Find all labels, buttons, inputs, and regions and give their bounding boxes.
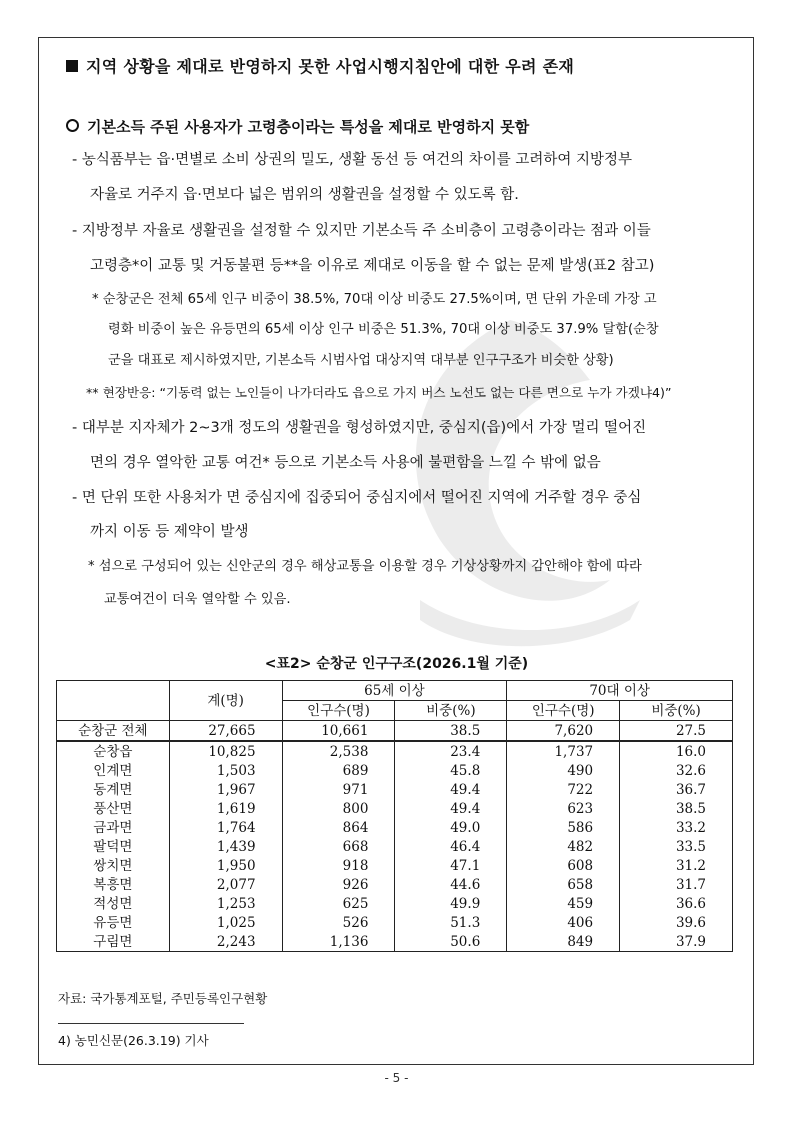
- total-count: 1,967: [169, 780, 282, 799]
- table-row: [57, 875, 733, 894]
- section-heading: 지역 상황을 제대로 반영하지 못한 사업시행지침안에 대한 우려 존재: [66, 54, 574, 77]
- body-line: 자율로 거주지 읍·면보다 넓은 범위의 생활권을 설정할 수 있도록 함.: [90, 187, 519, 203]
- count-65: 526: [282, 913, 395, 932]
- ratio-70: 33.5: [620, 837, 733, 856]
- count-70: 1,737: [507, 741, 620, 761]
- region-name: 복흥면: [57, 875, 170, 894]
- total-count: 27,665: [169, 721, 282, 742]
- table-subheader-ratio: 비중(%): [395, 701, 507, 721]
- ratio-65: 44.6: [395, 875, 507, 894]
- total-count: 2,243: [169, 932, 282, 952]
- table-title: <표2> 순창군 인구구조(2026.1월 기준): [264, 656, 529, 672]
- ratio-70: 39.6: [620, 913, 733, 932]
- count-65: 689: [282, 761, 395, 780]
- ratio-70: 33.2: [620, 818, 733, 837]
- ratio-70: 38.5: [620, 799, 733, 818]
- table-row: [57, 837, 733, 856]
- total-count: 1,619: [169, 799, 282, 818]
- ratio-65: 46.4: [395, 837, 507, 856]
- count-70: 482: [507, 837, 620, 856]
- table-row: [57, 741, 733, 761]
- region-name: 순창읍: [57, 741, 170, 761]
- table-row: [57, 818, 733, 837]
- region-name: 순창군 전체: [57, 721, 170, 742]
- total-count: 2,077: [169, 875, 282, 894]
- ratio-65: 49.4: [395, 780, 507, 799]
- table-row-total: [57, 721, 733, 742]
- body-line: 고령층*이 교통 및 거동불편 등**을 이유로 제대로 이동을 할 수 없는 문제 발생(표2 참고): [90, 258, 655, 274]
- table-header-total: 계(명): [169, 681, 282, 721]
- table-row: [57, 932, 733, 952]
- count-70: 608: [507, 856, 620, 875]
- ratio-65: 51.3: [395, 913, 507, 932]
- count-70: 406: [507, 913, 620, 932]
- count-65: 926: [282, 875, 395, 894]
- count-65: 625: [282, 894, 395, 913]
- ratio-70: 37.9: [620, 932, 733, 952]
- table-header-65: 65세 이상: [282, 681, 507, 701]
- ratio-65: 38.5: [395, 721, 507, 742]
- total-count: 10,825: [169, 741, 282, 761]
- table-subheader-count: 인구수(명): [507, 701, 620, 721]
- population-table: [56, 680, 733, 952]
- ratio-70: 36.7: [620, 780, 733, 799]
- table-row: [57, 761, 733, 780]
- note-line: 교통여건이 더욱 열악할 수 있음.: [104, 592, 291, 607]
- table-row: [57, 913, 733, 932]
- region-name: 쌍치면: [57, 856, 170, 875]
- ratio-65: 23.4: [395, 741, 507, 761]
- ratio-65: 47.1: [395, 856, 507, 875]
- body-line: - 대부분 지자체가 2~3개 정도의 생활권을 형성하였지만, 중심지(읍)에서 가장 멀리 떨어진: [72, 420, 647, 436]
- table-subheader-ratio: 비중(%): [620, 701, 733, 721]
- ratio-65: 45.8: [395, 761, 507, 780]
- note-line: 령화 비중이 높은 유등면의 65세 이상 인구 비중은 51.3%, 70대 이상 비중도 37.9% 달함(순창: [108, 322, 659, 337]
- count-70: 459: [507, 894, 620, 913]
- count-65: 800: [282, 799, 395, 818]
- region-name: 풍산면: [57, 799, 170, 818]
- count-65: 10,661: [282, 721, 395, 742]
- square-bullet-icon: [66, 60, 78, 72]
- table-header-corner: [57, 681, 170, 721]
- body-line: 까지 이동 등 제약이 발생: [90, 524, 249, 540]
- count-70: 7,620: [507, 721, 620, 742]
- total-count: 1,764: [169, 818, 282, 837]
- count-65: 971: [282, 780, 395, 799]
- ratio-70: 27.5: [620, 721, 733, 742]
- total-count: 1,439: [169, 837, 282, 856]
- ratio-70: 36.6: [620, 894, 733, 913]
- footnote-divider: [58, 1023, 244, 1024]
- count-70: 490: [507, 761, 620, 780]
- body-line: 면의 경우 열악한 교통 여건* 등으로 기본소득 사용에 불편함을 느낄 수 밖에 없음: [90, 455, 601, 471]
- note-line: ** 현장반응: “기동력 없는 노인들이 나가더라도 읍으로 가지 버스 노선도 없는 다른 면으로 누가 가겠냐4)”: [86, 385, 672, 400]
- count-65: 864: [282, 818, 395, 837]
- count-65: 1,136: [282, 932, 395, 952]
- region-name: 인계면: [57, 761, 170, 780]
- count-70: 722: [507, 780, 620, 799]
- region-name: 적성면: [57, 894, 170, 913]
- count-70: 586: [507, 818, 620, 837]
- circle-bullet-icon: [66, 119, 79, 132]
- region-name: 구림면: [57, 932, 170, 952]
- total-count: 1,950: [169, 856, 282, 875]
- total-count: 1,253: [169, 894, 282, 913]
- region-name: 팔덕면: [57, 837, 170, 856]
- region-name: 동계면: [57, 780, 170, 799]
- page-number: - 5 -: [384, 1071, 409, 1085]
- table-subheader-count: 인구수(명): [282, 701, 395, 721]
- body-line: - 면 단위 또한 사용처가 면 중심지에 집중되어 중심지에서 떨어진 지역에 거주할 경우 중심: [72, 490, 642, 506]
- body-line: - 지방정부 자율로 생활권을 설정할 수 있지만 기본소득 주 소비층이 고령층이라는 점과 이들: [72, 223, 651, 239]
- ratio-70: 32.6: [620, 761, 733, 780]
- table-row: [57, 894, 733, 913]
- ratio-65: 49.9: [395, 894, 507, 913]
- ratio-65: 49.4: [395, 799, 507, 818]
- count-70: 623: [507, 799, 620, 818]
- table-header-70: 70대 이상: [507, 681, 733, 701]
- count-70: 849: [507, 932, 620, 952]
- total-count: 1,025: [169, 913, 282, 932]
- ratio-70: 31.2: [620, 856, 733, 875]
- count-65: 668: [282, 837, 395, 856]
- region-name: 유등면: [57, 913, 170, 932]
- source-note: 자료: 국가통계포털, 주민등록인구현황: [58, 991, 268, 1006]
- table-row: [57, 780, 733, 799]
- footnote: 4) 농민신문(26.3.19) 기사: [58, 1033, 209, 1048]
- count-65: 2,538: [282, 741, 395, 761]
- ratio-70: 16.0: [620, 741, 733, 761]
- count-70: 658: [507, 875, 620, 894]
- table-row: [57, 799, 733, 818]
- ratio-65: 49.0: [395, 818, 507, 837]
- table-row: [57, 856, 733, 875]
- count-65: 918: [282, 856, 395, 875]
- note-line: * 섬으로 구성되어 있는 신안군의 경우 해상교통을 이용할 경우 기상상황까지 감안해야 함에 따라: [88, 559, 642, 574]
- region-name: 금과면: [57, 818, 170, 837]
- note-line: 군을 대표로 제시하였지만, 기본소득 시범사업 대상지역 대부분 인구구조가 비슷한 상황): [108, 353, 614, 368]
- note-line: * 순창군은 전체 65세 인구 비중이 38.5%, 70대 이상 비중도 27.5%이며, 면 단위 가운데 가장 고: [92, 292, 657, 307]
- section-subheading: 기본소득 주된 사용자가 고령층이라는 특성을 제대로 반영하지 못함: [66, 116, 529, 137]
- total-count: 1,503: [169, 761, 282, 780]
- ratio-65: 50.6: [395, 932, 507, 952]
- body-line: - 농식품부는 읍·면별로 소비 상권의 밀도, 생활 동선 등 여건의 차이를 고려하여 지방정부: [72, 152, 633, 168]
- ratio-70: 31.7: [620, 875, 733, 894]
